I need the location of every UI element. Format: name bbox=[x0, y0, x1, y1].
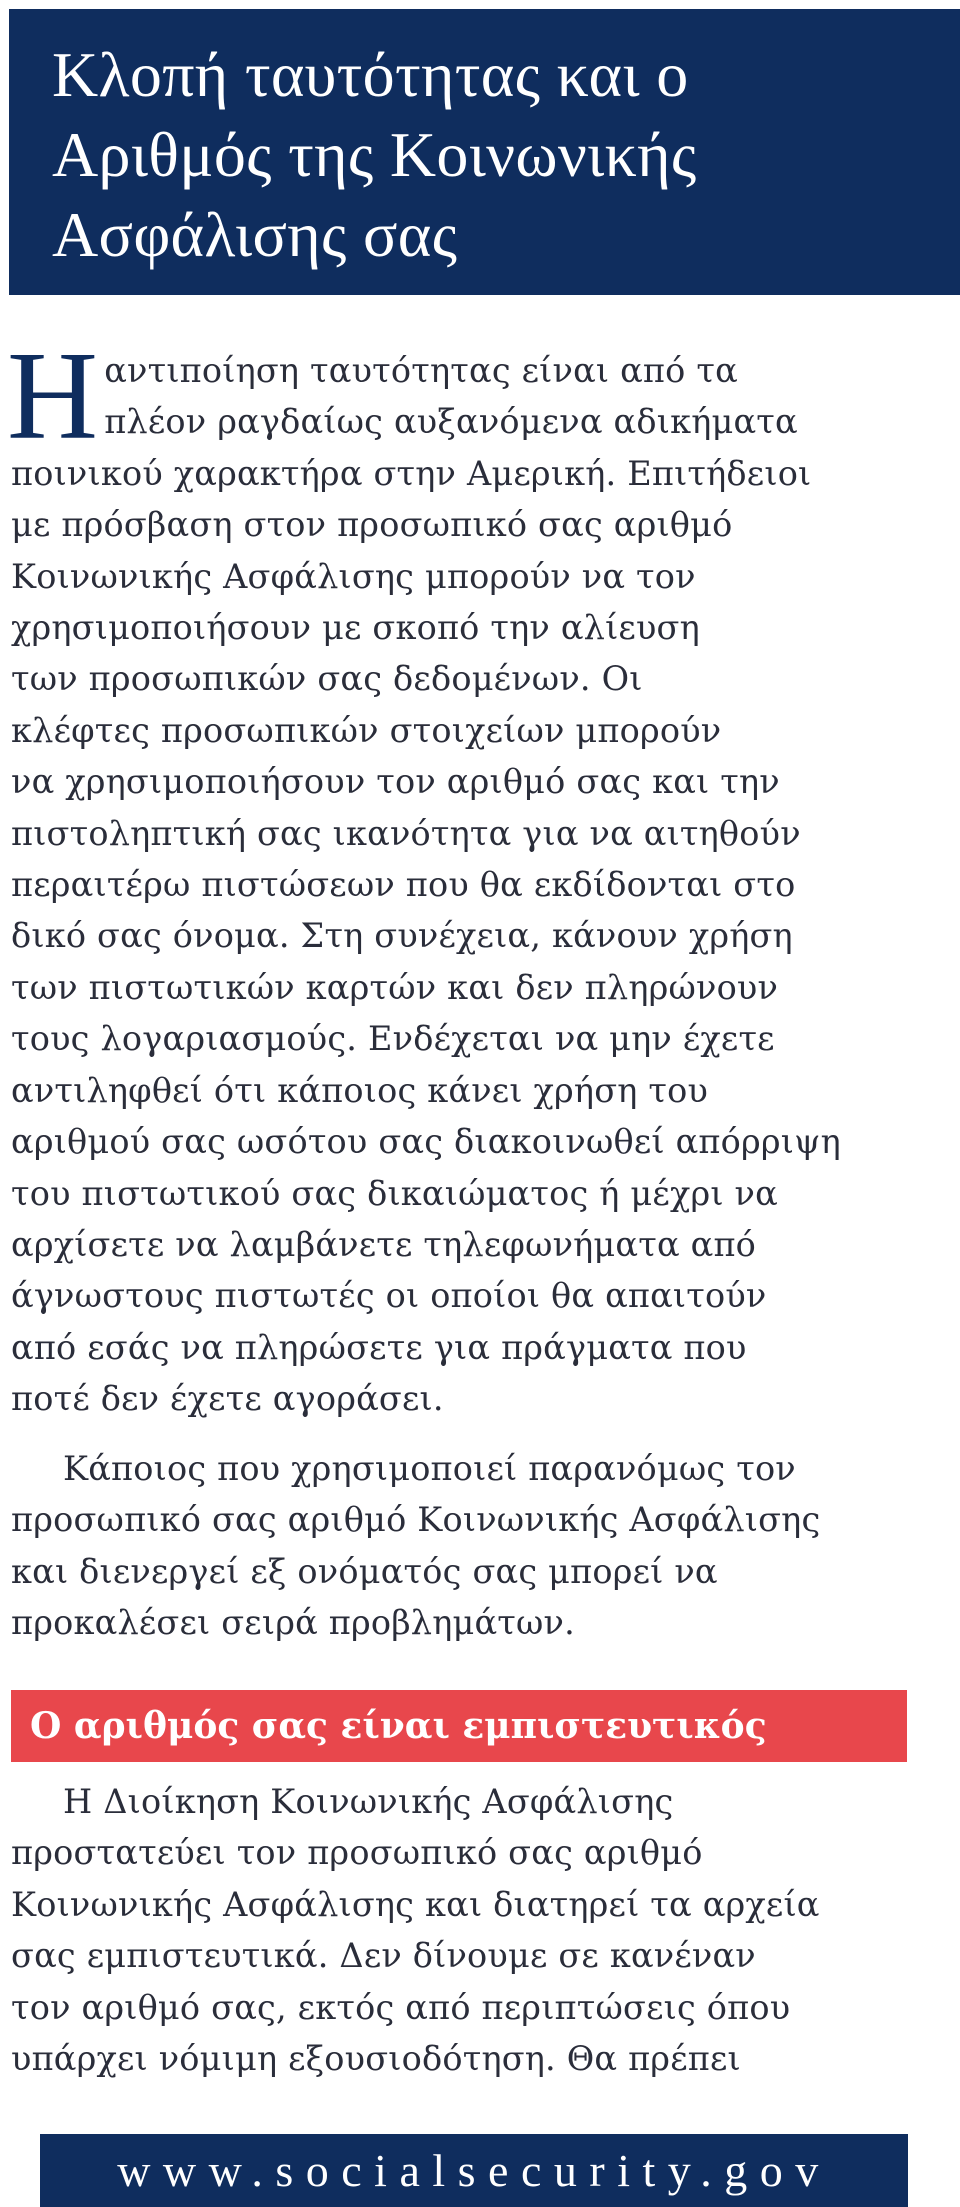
intro-paragraph bbox=[7, 327, 956, 1425]
page-title bbox=[52, 35, 930, 275]
text-line: να χρησιμοποιήσουν τον αριθμό σας και την bbox=[11, 762, 780, 802]
text-line: άγνωστους πιστωτές οι οποίοι θα απαιτούν bbox=[11, 1276, 767, 1316]
footer-banner bbox=[40, 2134, 908, 2207]
text-line: και διενεργεί εξ ονόματός σας μπορεί να bbox=[11, 1551, 718, 1591]
drop-cap: Η bbox=[7, 327, 99, 466]
text-line: Κοινωνικής Ασφάλισης και διατηρεί τα αρχεία bbox=[11, 1884, 820, 1924]
title-line: Αριθμός της Κοινωνικής bbox=[52, 119, 697, 190]
text-line: χρησιμοποιήσουν με σκοπό την αλίευση bbox=[11, 608, 700, 648]
text-line: υπάρχει νόμιμη εξουσιοδότηση. Θα πρέπει bbox=[11, 2039, 741, 2079]
paragraph-misuse bbox=[11, 1443, 956, 1649]
text-line: αντιληφθεί ότι κάποιος κάνει χρήση του bbox=[11, 1070, 709, 1110]
text-line: αρχίσετε να λαμβάνετε τηλεφωνήματα από bbox=[11, 1224, 757, 1264]
text-line: Κάποιος που χρησιμοποιεί παρανόμως τον bbox=[63, 1449, 796, 1488]
section-heading: Ο αριθμός σας είναι εμπιστευτικός bbox=[30, 1705, 767, 1747]
text-line: τον αριθμό σας, εκτός από περιπτώσεις όπου bbox=[11, 1987, 791, 2027]
title-line: Ασφάλισης σας bbox=[52, 199, 458, 270]
text-line: Η Διοίκηση Κοινωνικής Ασφάλισης bbox=[63, 1782, 674, 1821]
text-line: τους λογαριασμούς. Ενδέχεται να μην έχετε bbox=[11, 1019, 775, 1059]
text-line: ποτέ δεν έχετε αγοράσει. bbox=[11, 1379, 444, 1419]
website-url: www.socialsecurity.gov bbox=[117, 2145, 831, 2196]
paragraph-confidential bbox=[11, 1776, 956, 2084]
text-line: του πιστωτικού σας δικαιώματος ή μέχρι να bbox=[11, 1173, 778, 1213]
text-line: προκαλέσει σειρά προβλημάτων. bbox=[11, 1603, 575, 1643]
text-line: πιστοληπτική σας ικανότητα για να αιτηθούν bbox=[11, 813, 801, 853]
text-line: από εσάς να πληρώσετε για πράγματα που bbox=[11, 1327, 747, 1367]
text-line: προσωπικό σας αριθμό Κοινωνικής Ασφάλισης bbox=[11, 1500, 821, 1540]
text-line: των προσωπικών σας δεδομένων. Οι bbox=[11, 659, 643, 699]
text-line: δικό σας όνομα. Στη συνέχεια, κάνουν χρήση bbox=[11, 916, 793, 956]
text-line: κλέφτες προσωπικών στοιχείων μπορούν bbox=[11, 710, 722, 750]
text-line: περαιτέρω πιστώσεων που θα εκδίδονται στο bbox=[11, 865, 796, 905]
text-line: των πιστωτικών καρτών και δεν πληρώνουν bbox=[11, 967, 779, 1007]
text-line: αντιποίηση ταυτότητας είναι από τα bbox=[104, 351, 738, 390]
text-line: ποινικού χαρακτήρα στην Αμερική. Επιτήδειοι bbox=[11, 453, 812, 493]
title-line: Κλοπή ταυτότητας και ο bbox=[52, 39, 689, 110]
title-banner bbox=[9, 9, 960, 295]
text-line: αριθμού σας ωσότου σας διακοινωθεί απόρριψη bbox=[11, 1122, 841, 1162]
text-line: προστατεύει τον προσωπικό σας αριθμό bbox=[11, 1833, 703, 1873]
text-line: πλέον ραγδαίως αυξανόμενα αδικήματα bbox=[104, 402, 798, 442]
text-line: με πρόσβαση στον προσωπικό σας αριθμό bbox=[11, 505, 733, 545]
section-heading-banner bbox=[11, 1690, 907, 1762]
text-line: Κοινωνικής Ασφάλισης μπορούν να τον bbox=[11, 556, 696, 596]
text-line: σας εμπιστευτικά. Δεν δίνουμε σε κανέναν bbox=[11, 1936, 756, 1976]
